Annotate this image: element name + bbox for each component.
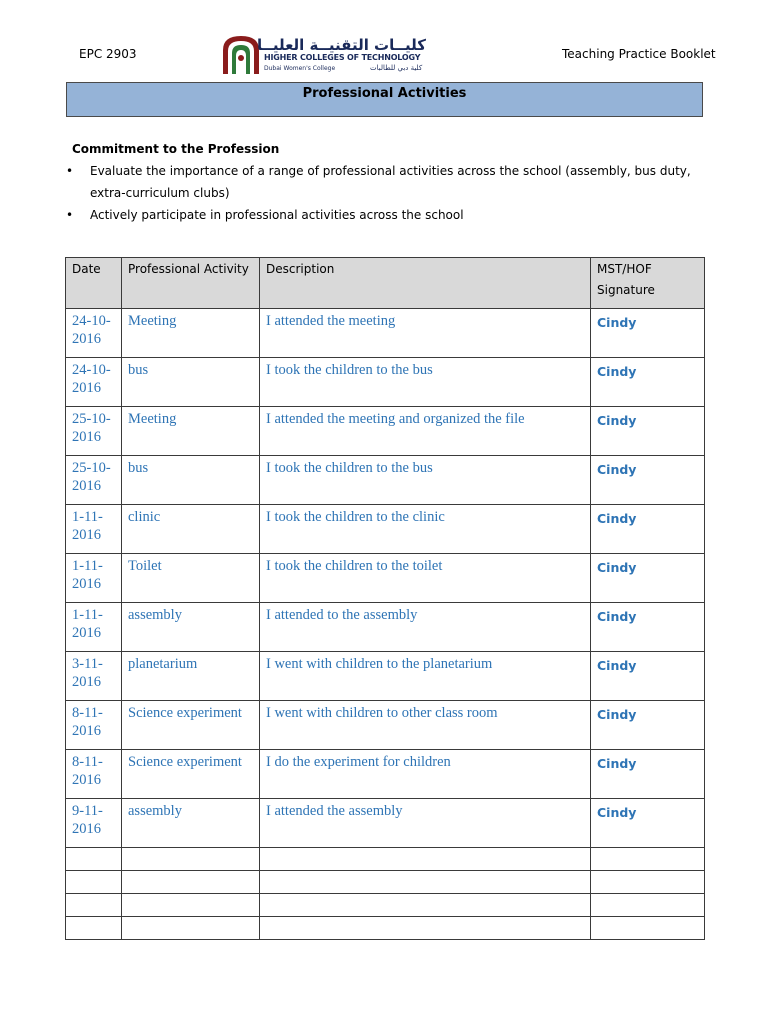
commitment-section	[72, 142, 710, 226]
cell-date: 8-11-2016	[66, 750, 122, 799]
table-row	[66, 652, 705, 701]
cell-signature: Cindy	[591, 309, 705, 358]
booklet-title: Teaching Practice Booklet	[562, 47, 716, 61]
cell-activity: bus	[122, 456, 260, 505]
cell-signature: Cindy	[591, 750, 705, 799]
cell-activity: bus	[122, 358, 260, 407]
bullet-item: • Actively participate in professional activities across the school	[72, 204, 710, 226]
logo-arabic-name: كليــات التقنيــة العليــا	[256, 36, 426, 54]
column-header-description: Description	[260, 258, 591, 309]
empty-cell	[66, 917, 122, 940]
empty-cell	[66, 848, 122, 871]
activities-table	[65, 257, 705, 940]
empty-cell	[260, 894, 591, 917]
cell-activity: Science experiment	[122, 701, 260, 750]
empty-cell	[66, 871, 122, 894]
table-row	[66, 750, 705, 799]
cell-signature: Cindy	[591, 358, 705, 407]
cell-description: I took the children to the bus	[260, 358, 591, 407]
empty-table-row	[66, 894, 705, 917]
cell-signature: Cindy	[591, 701, 705, 750]
cell-date: 25-10-2016	[66, 456, 122, 505]
table-row	[66, 603, 705, 652]
empty-cell	[260, 917, 591, 940]
table-row	[66, 309, 705, 358]
cell-activity: clinic	[122, 505, 260, 554]
table-row	[66, 505, 705, 554]
empty-table-row	[66, 871, 705, 894]
cell-description: I attended to the assembly	[260, 603, 591, 652]
cell-description: I took the children to the toilet	[260, 554, 591, 603]
cell-signature: Cindy	[591, 456, 705, 505]
empty-cell	[260, 848, 591, 871]
cell-date: 24-10-2016	[66, 309, 122, 358]
cell-date: 9-11-2016	[66, 799, 122, 848]
table-row	[66, 701, 705, 750]
cell-description: I went with children to the planetarium	[260, 652, 591, 701]
cell-signature: Cindy	[591, 505, 705, 554]
section-heading: Commitment to the Profession	[72, 142, 280, 156]
empty-cell	[591, 871, 705, 894]
empty-cell	[122, 871, 260, 894]
cell-signature: Cindy	[591, 554, 705, 603]
column-header-date: Date	[66, 258, 122, 309]
cell-signature: Cindy	[591, 407, 705, 456]
empty-table-row	[66, 917, 705, 940]
cell-description: I attended the meeting	[260, 309, 591, 358]
column-header-signature: MST/HOF Signature	[591, 258, 705, 309]
title-band	[66, 82, 703, 117]
cell-activity: Science experiment	[122, 750, 260, 799]
cell-date: 1-11-2016	[66, 505, 122, 554]
cell-description: I do the experiment for children	[260, 750, 591, 799]
table-row	[66, 799, 705, 848]
college-logo	[220, 34, 430, 78]
cell-description: I took the children to the bus	[260, 456, 591, 505]
table-row	[66, 407, 705, 456]
cell-description: I attended the assembly	[260, 799, 591, 848]
bullet-item: • Evaluate the importance of a range of professional activities across the school (assembly, bus duty, extra-curriculum clubs)	[72, 160, 710, 204]
cell-activity: Meeting	[122, 309, 260, 358]
empty-cell	[122, 894, 260, 917]
column-header-activity: Professional Activity	[122, 258, 260, 309]
cell-description: I went with children to other class room	[260, 701, 591, 750]
page-title: Professional Activities	[302, 86, 467, 101]
table-row	[66, 554, 705, 603]
logo-campus-english: Dubai Women's College	[264, 65, 336, 72]
logo-campus-arabic: كلية دبي للطالبات	[370, 64, 423, 72]
cell-date: 3-11-2016	[66, 652, 122, 701]
empty-cell	[591, 894, 705, 917]
course-code: EPC 2903	[79, 47, 137, 61]
empty-cell	[591, 848, 705, 871]
cell-activity: Meeting	[122, 407, 260, 456]
cell-activity: planetarium	[122, 652, 260, 701]
cell-activity: Toilet	[122, 554, 260, 603]
empty-cell	[122, 848, 260, 871]
cell-description: I attended the meeting and organized the file	[260, 407, 591, 456]
logo-english-name: HIGHER COLLEGES OF TECHNOLOGY	[264, 53, 421, 62]
empty-cell	[591, 917, 705, 940]
cell-activity: assembly	[122, 603, 260, 652]
empty-cell	[260, 871, 591, 894]
cell-signature: Cindy	[591, 603, 705, 652]
cell-date: 24-10-2016	[66, 358, 122, 407]
cell-date: 25-10-2016	[66, 407, 122, 456]
cell-date: 8-11-2016	[66, 701, 122, 750]
table-row	[66, 358, 705, 407]
table-header-row	[66, 258, 705, 309]
college-emblem-icon	[220, 34, 262, 76]
empty-table-row	[66, 848, 705, 871]
cell-signature: Cindy	[591, 799, 705, 848]
cell-description: I took the children to the clinic	[260, 505, 591, 554]
cell-date: 1-11-2016	[66, 554, 122, 603]
cell-date: 1-11-2016	[66, 603, 122, 652]
empty-cell	[66, 894, 122, 917]
cell-signature: Cindy	[591, 652, 705, 701]
cell-activity: assembly	[122, 799, 260, 848]
empty-cell	[122, 917, 260, 940]
table-row	[66, 456, 705, 505]
